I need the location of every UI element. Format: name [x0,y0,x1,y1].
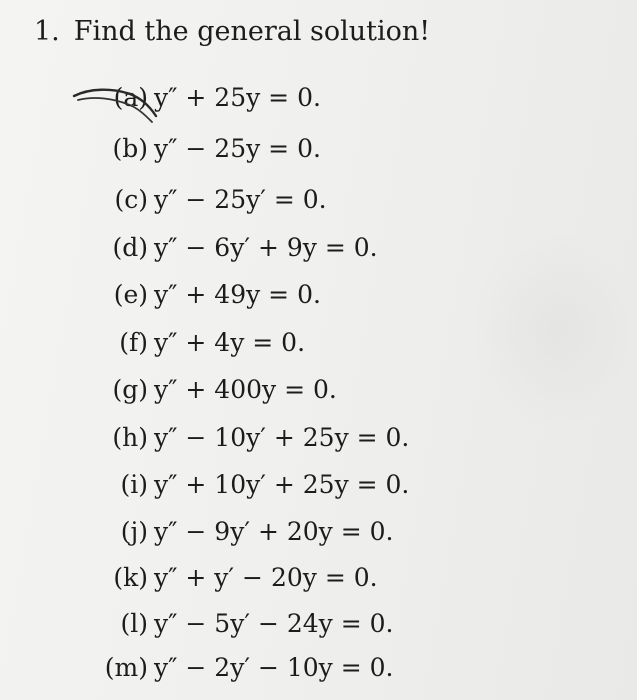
problem-label: (g) [112,375,148,404]
problem-equation: y″ − 10y′ + 25y = 0. [154,423,410,452]
problem-label: (f) [119,328,148,357]
problem-item-l [98,604,393,644]
problem-item-k [98,558,378,598]
problem-label: (h) [112,423,148,452]
show-through-text [470,230,637,430]
problem-equation: y″ − 9y′ + 20y = 0. [154,517,394,546]
problem-item-m [98,648,393,688]
problem-equation: y″ + 49y = 0. [154,280,321,309]
problem-item-f [98,323,305,363]
problem-title: Find the general solution! [73,16,431,47]
problem-equation: y″ + 4y = 0. [154,328,306,357]
problem-item-c [98,180,327,220]
problem-label: (a) [113,83,148,112]
problem-label: (d) [112,233,148,262]
problem-equation: y″ − 5y′ − 24y = 0. [154,609,394,638]
strike-stroke-lower [78,98,152,122]
problem-item-i [98,465,409,505]
problem-equation: y″ + 400y = 0. [154,375,337,404]
problem-equation: y″ + y′ − 20y = 0. [154,563,378,592]
problem-item-e [98,275,321,315]
problem-heading [34,16,430,47]
problem-label: (e) [113,280,148,309]
problem-equation: y″ − 25y = 0. [154,134,321,163]
problem-item-b [98,129,321,169]
problem-label: (m) [104,653,148,682]
problem-item-g [98,370,337,410]
strike-stroke-upper [74,90,156,116]
problem-equation: y″ − 25y′ = 0. [154,185,327,214]
problem-item-j [98,512,393,552]
problem-label: (j) [120,517,148,546]
problem-label: (b) [112,134,148,163]
problem-label: (k) [113,563,148,592]
problem-equation: y″ − 6y′ + 9y = 0. [154,233,378,262]
problem-label: (c) [114,185,148,214]
problem-equation: y″ + 25y = 0. [154,83,321,112]
problem-label: (l) [120,609,148,638]
problem-equation: y″ + 10y′ + 25y = 0. [154,470,410,499]
pen-strike-mark [68,76,164,124]
problem-item-h [98,418,409,458]
problem-label: (i) [120,470,148,499]
problem-number: 1. [34,16,60,47]
problem-item-d [98,228,378,268]
problem-equation: y″ − 2y′ − 10y = 0. [154,653,394,682]
